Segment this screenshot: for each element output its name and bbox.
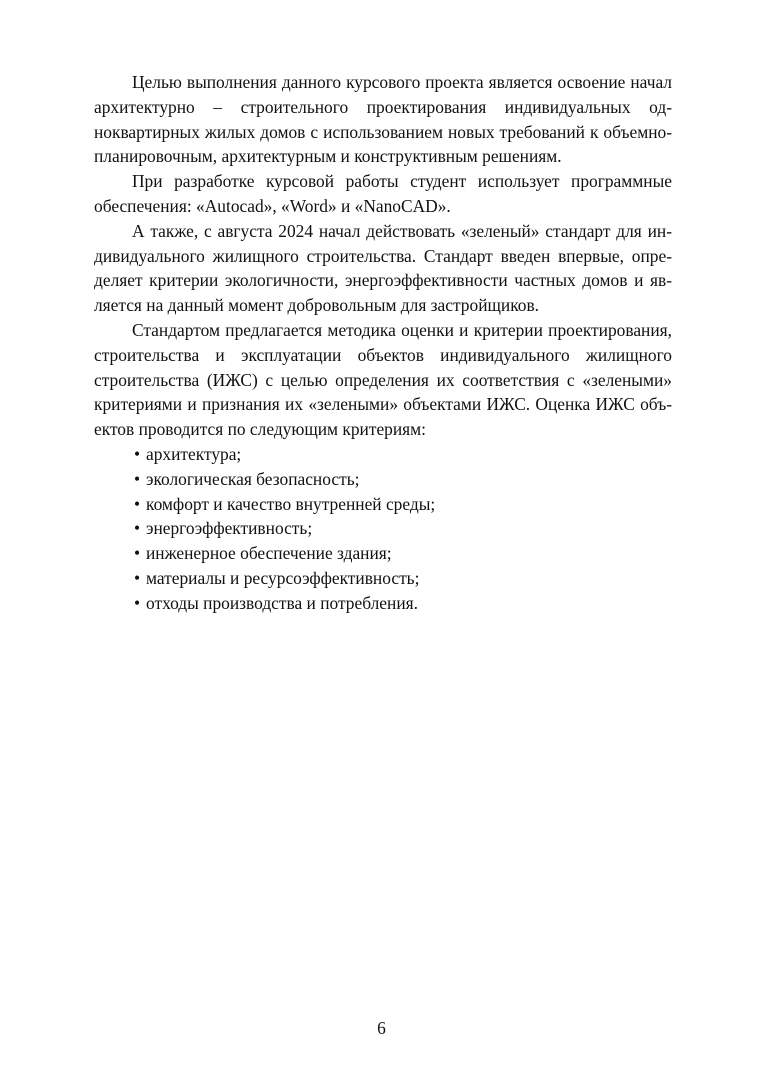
list-item: • экологическая безопасность; — [134, 467, 672, 492]
paragraph-software: При разработке курсовой работы студент использует программные обеспечения: «Autocad», «Word» и «NanoCAD». — [94, 171, 672, 216]
paragraph-purpose: Целью выполнения данного курсового проекта является освоение начал архитектурно – строительного проектирования индивидуальных одноквартирных жилых домов с использованием новых требований к объемно-планировочным, архитектурным и конструктивным решениям. — [94, 72, 672, 167]
list-item: • архитектура; — [134, 442, 672, 467]
page-number: 6 — [377, 1018, 386, 1038]
list-item: • отходы производства и потребления. — [134, 591, 672, 616]
list-item: • материалы и ресурсоэффективность; — [134, 566, 672, 591]
criteria-list — [94, 442, 672, 616]
paragraph-green-standard: А также, с августа 2024 начал действовать «зеленый» стандарт для индивидуального жилищного строительства. Стандарт введен впервые, определяет критерии экологичности, энергоэффективности частных домов и является на данный момент добровольным для застройщиков. — [94, 220, 672, 316]
list-item: • комфорт и качество внутренней среды; — [134, 492, 672, 517]
page-body — [94, 70, 672, 616]
list-item: • инженерное обеспечение здания; — [134, 541, 672, 566]
list-item: • энергоэффективность; — [134, 516, 672, 541]
paragraph-assessment-method: Стандартом предлагается методика оценки и критерии проектирования, строительства и эксплуатации объектов индивидуального жилищного строительства (ИЖС) с целью определения их соответствия с «зелеными» критериями и признания их «зелеными» объектами ИЖС. Оценка ИЖС объектов проводится по следующим критериям: — [94, 319, 672, 440]
